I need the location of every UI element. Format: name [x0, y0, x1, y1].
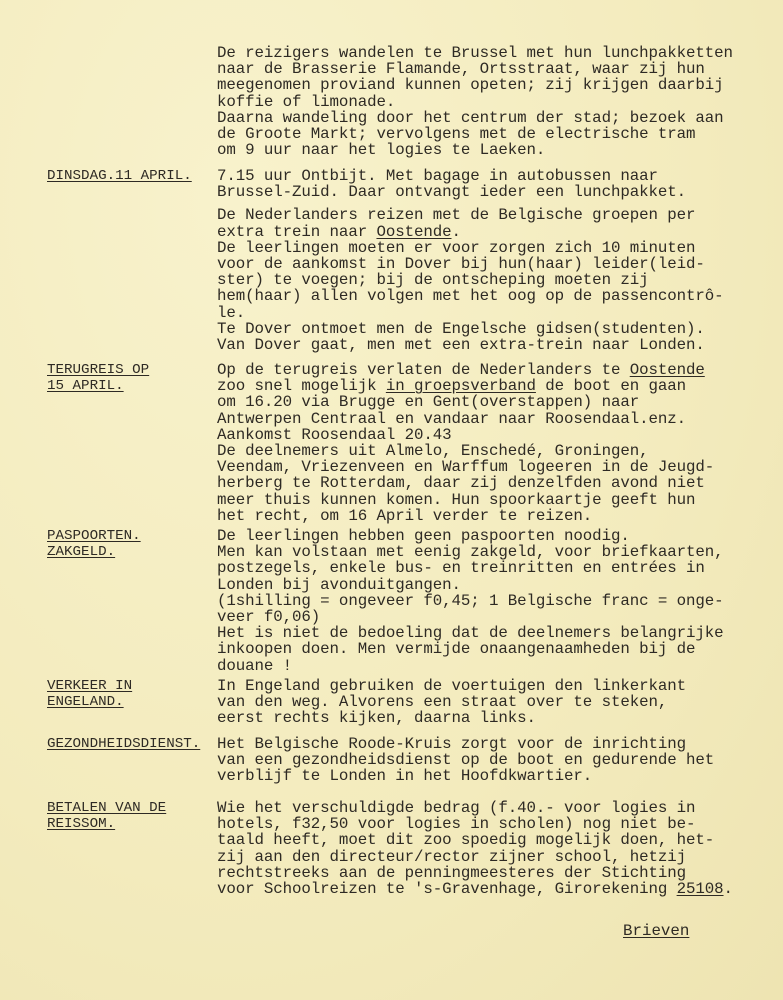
text-line	[217, 61, 733, 77]
text-line	[217, 362, 714, 378]
paragraph	[217, 678, 686, 727]
heading-line: DINSDAG.11 APRIL.	[47, 168, 192, 184]
paragraph	[217, 45, 733, 158]
text-line	[217, 865, 733, 881]
text-segment: rechtstreeks aan de penningmeesteres der Stichting	[217, 863, 686, 882]
text-line	[217, 881, 733, 897]
text-line	[217, 288, 724, 304]
text-segment: Daarna wandeling door het centrum der stad; bezoek aan	[217, 108, 724, 127]
heading-line: ZAKGELD.	[47, 544, 116, 561]
text-segment: om 16.20 via Brugge en Gent(overstappen) naar	[217, 393, 640, 412]
text-line	[217, 849, 733, 865]
text-line	[217, 110, 733, 126]
text-line	[217, 184, 724, 200]
section-body	[217, 168, 724, 360]
text-segment: extra trein naar	[217, 222, 377, 241]
text-segment: 7.15 uur Ontbijt. Met bagage in autobussen naar	[217, 167, 658, 185]
text-line	[217, 609, 724, 625]
text-line	[217, 593, 724, 609]
text-line	[217, 378, 714, 394]
text-segment: meegenomen proviand kunnen opeten; zij krijgen daarbij	[217, 76, 724, 95]
text-segment: taald heeft, moet dit zoo spoedig mogelijk doen, het-	[217, 831, 715, 850]
heading-line: TERUGREIS OP	[47, 362, 150, 378]
text-segment: herberg te Rotterdam, daar zij denzelfden avond niet	[217, 474, 705, 493]
section-body	[217, 45, 733, 165]
text-line	[217, 641, 724, 657]
text-segment: Op de terugreis verlaten de Nederlanders te	[217, 361, 630, 379]
text-line	[217, 560, 724, 576]
text-segment: De leerlingen moeten er voor zorgen zich 10 minuten	[217, 238, 696, 257]
text-line	[217, 207, 724, 223]
text-line	[217, 475, 714, 491]
text-segment: Wie het verschuldigde bedrag (f.40.- voor logies in	[217, 799, 696, 817]
text-line	[217, 832, 733, 848]
text-segment: Antwerpen Centraal en vandaar naar Roosendaal.enz.	[217, 409, 686, 428]
underlined-text: 25108	[676, 880, 724, 899]
paragraph	[217, 207, 724, 353]
text-segment: voor Schoolreizen te 's-Gravenhage, Girorekening	[217, 880, 677, 899]
text-line	[217, 710, 686, 726]
text-segment: De Nederlanders reizen met de Belgische groepen per	[217, 206, 696, 225]
heading-line: BETALEN VAN DE	[47, 800, 167, 816]
text-segment: Te Dover ontmoet men de Engelsche gidsen(studenten).	[217, 319, 705, 338]
text-segment: veer f0,06)	[217, 608, 321, 627]
text-line	[217, 577, 724, 593]
section-body	[217, 736, 714, 792]
text-line	[217, 142, 733, 158]
text-segment: .	[451, 222, 461, 241]
text-line	[217, 658, 724, 674]
next-page-catchword: Brieven	[623, 922, 690, 940]
section-heading	[47, 362, 149, 394]
text-line	[217, 272, 724, 288]
section-heading	[47, 800, 166, 832]
text-segment: Het Belgische Roode-Kruis zorgt voor de inrichting	[217, 735, 686, 753]
text-segment: Aankomst Roosendaal 20.43	[217, 425, 452, 444]
text-segment: zij aan den directeur/rector zijner school, hetzij	[217, 847, 686, 866]
text-line	[217, 77, 733, 93]
text-line	[217, 752, 714, 768]
text-line	[217, 256, 724, 272]
heading-line: PASPOORTEN.	[47, 528, 141, 544]
section-body	[217, 528, 724, 681]
text-segment: hem(haar) allen volgen met het oog op de passencontrô-	[217, 287, 724, 306]
text-segment: .	[723, 880, 733, 899]
text-segment: le.	[217, 303, 246, 322]
paragraph	[217, 362, 714, 524]
section-heading	[47, 168, 192, 184]
underlined-text: Oostende	[376, 222, 452, 241]
text-line	[217, 443, 714, 459]
text-line	[217, 45, 733, 61]
text-line	[217, 544, 724, 560]
text-segment: (1shilling = ongeveer f0,45; 1 Belgische franc = onge-	[217, 591, 724, 610]
text-segment: koffie of limonade.	[217, 92, 396, 111]
text-segment: ster) te voegen; bij de ontscheping moeten zij	[217, 271, 649, 290]
paragraph	[217, 528, 724, 674]
text-segment: Londen bij avonduitgangen.	[217, 575, 461, 594]
text-line	[217, 411, 714, 427]
text-segment: van een gezondheidsdienst op de boot en gedurende het	[217, 751, 715, 770]
text-line	[217, 736, 714, 752]
text-line	[217, 459, 714, 475]
text-line	[217, 427, 714, 443]
text-line	[217, 321, 724, 337]
paragraph	[217, 800, 733, 897]
section-heading	[47, 528, 141, 560]
text-line	[217, 94, 733, 110]
underlined-text: Oostende	[629, 361, 705, 379]
text-segment: postzegels, enkele bus- en treinritten en entrées in	[217, 559, 705, 578]
text-line	[217, 800, 733, 816]
text-segment: hotels, f32,50 voor logies in scholen) nog niet be-	[217, 815, 696, 834]
text-segment: naar de Brasserie Flamande, Ortsstraat, waar zij hun	[217, 60, 705, 79]
text-line	[217, 768, 714, 784]
text-line	[217, 508, 714, 524]
heading-line: ENGELAND.	[47, 694, 124, 711]
heading-line: VERKEER IN	[47, 678, 133, 694]
text-segment: verblijf te Londen in het Hoofdkwartier.	[217, 767, 593, 786]
text-segment: De deelnemers uit Almelo, Enschedé, Groningen,	[217, 442, 649, 461]
text-segment: de Groote Markt; vervolgens met de electrische tram	[217, 125, 696, 144]
text-segment: Men kan volstaan met eenig zakgeld, voor briefkaarten,	[217, 543, 724, 562]
text-line	[217, 816, 733, 832]
heading-line: REISSOM.	[47, 816, 116, 833]
section-heading	[47, 736, 200, 752]
text-segment: de boot en gaan	[535, 377, 686, 396]
text-segment: eerst rechts kijken, daarna links.	[217, 709, 536, 728]
text-line	[217, 528, 724, 544]
text-segment: meer thuis kunnen komen. Hun spoorkaartje geeft hun	[217, 490, 696, 509]
text-segment: douane !	[217, 656, 293, 675]
text-line	[217, 305, 724, 321]
text-line	[217, 678, 686, 694]
text-segment: het recht, om 16 April verder te reizen.	[217, 506, 593, 525]
section-body	[217, 362, 714, 531]
heading-line: 15 APRIL.	[47, 378, 124, 395]
paragraph	[217, 168, 724, 200]
text-segment: De reizigers wandelen te Brussel met hun lunchpakketten	[217, 44, 733, 62]
text-segment: De leerlingen hebben geen paspoorten noodig.	[217, 527, 630, 545]
paragraph	[217, 736, 714, 785]
text-line	[217, 492, 714, 508]
underlined-text: in groepsverband	[385, 377, 536, 396]
text-segment: zoo snel mogelijk	[217, 377, 386, 396]
section-body	[217, 678, 686, 734]
text-line	[217, 168, 724, 184]
text-segment: Het is niet de bedoeling dat de deelnemers belangrijke	[217, 624, 724, 643]
text-segment: Van Dover gaat, men met een extra-trein naar Londen.	[217, 336, 705, 355]
text-line	[217, 394, 714, 410]
section-body	[217, 800, 733, 904]
text-segment: Veendam, Vriezenveen en Warffum logeeren in de Jeugd-	[217, 458, 715, 477]
text-line	[217, 224, 724, 240]
text-line	[217, 694, 686, 710]
text-line	[217, 240, 724, 256]
heading-line: GEZONDHEIDSDIENST.	[47, 736, 201, 752]
text-segment: Brussel-Zuid. Daar ontvangt ieder een lunchpakket.	[217, 183, 686, 202]
text-line	[217, 126, 733, 142]
text-segment: inkoopen doen. Men vermijde onaangenaamheden bij de	[217, 640, 696, 659]
text-segment: voor de aankomst in Dover bij hun(haar) leider(leid-	[217, 255, 705, 274]
text-line	[217, 337, 724, 353]
text-segment: In Engeland gebruiken de voertuigen den linkerkant	[217, 677, 686, 695]
section-heading	[47, 678, 132, 710]
text-segment: om 9 uur naar het logies te Laeken.	[217, 141, 546, 160]
text-segment: van den weg. Alvorens een straat over te steken,	[217, 693, 668, 712]
text-line	[217, 625, 724, 641]
